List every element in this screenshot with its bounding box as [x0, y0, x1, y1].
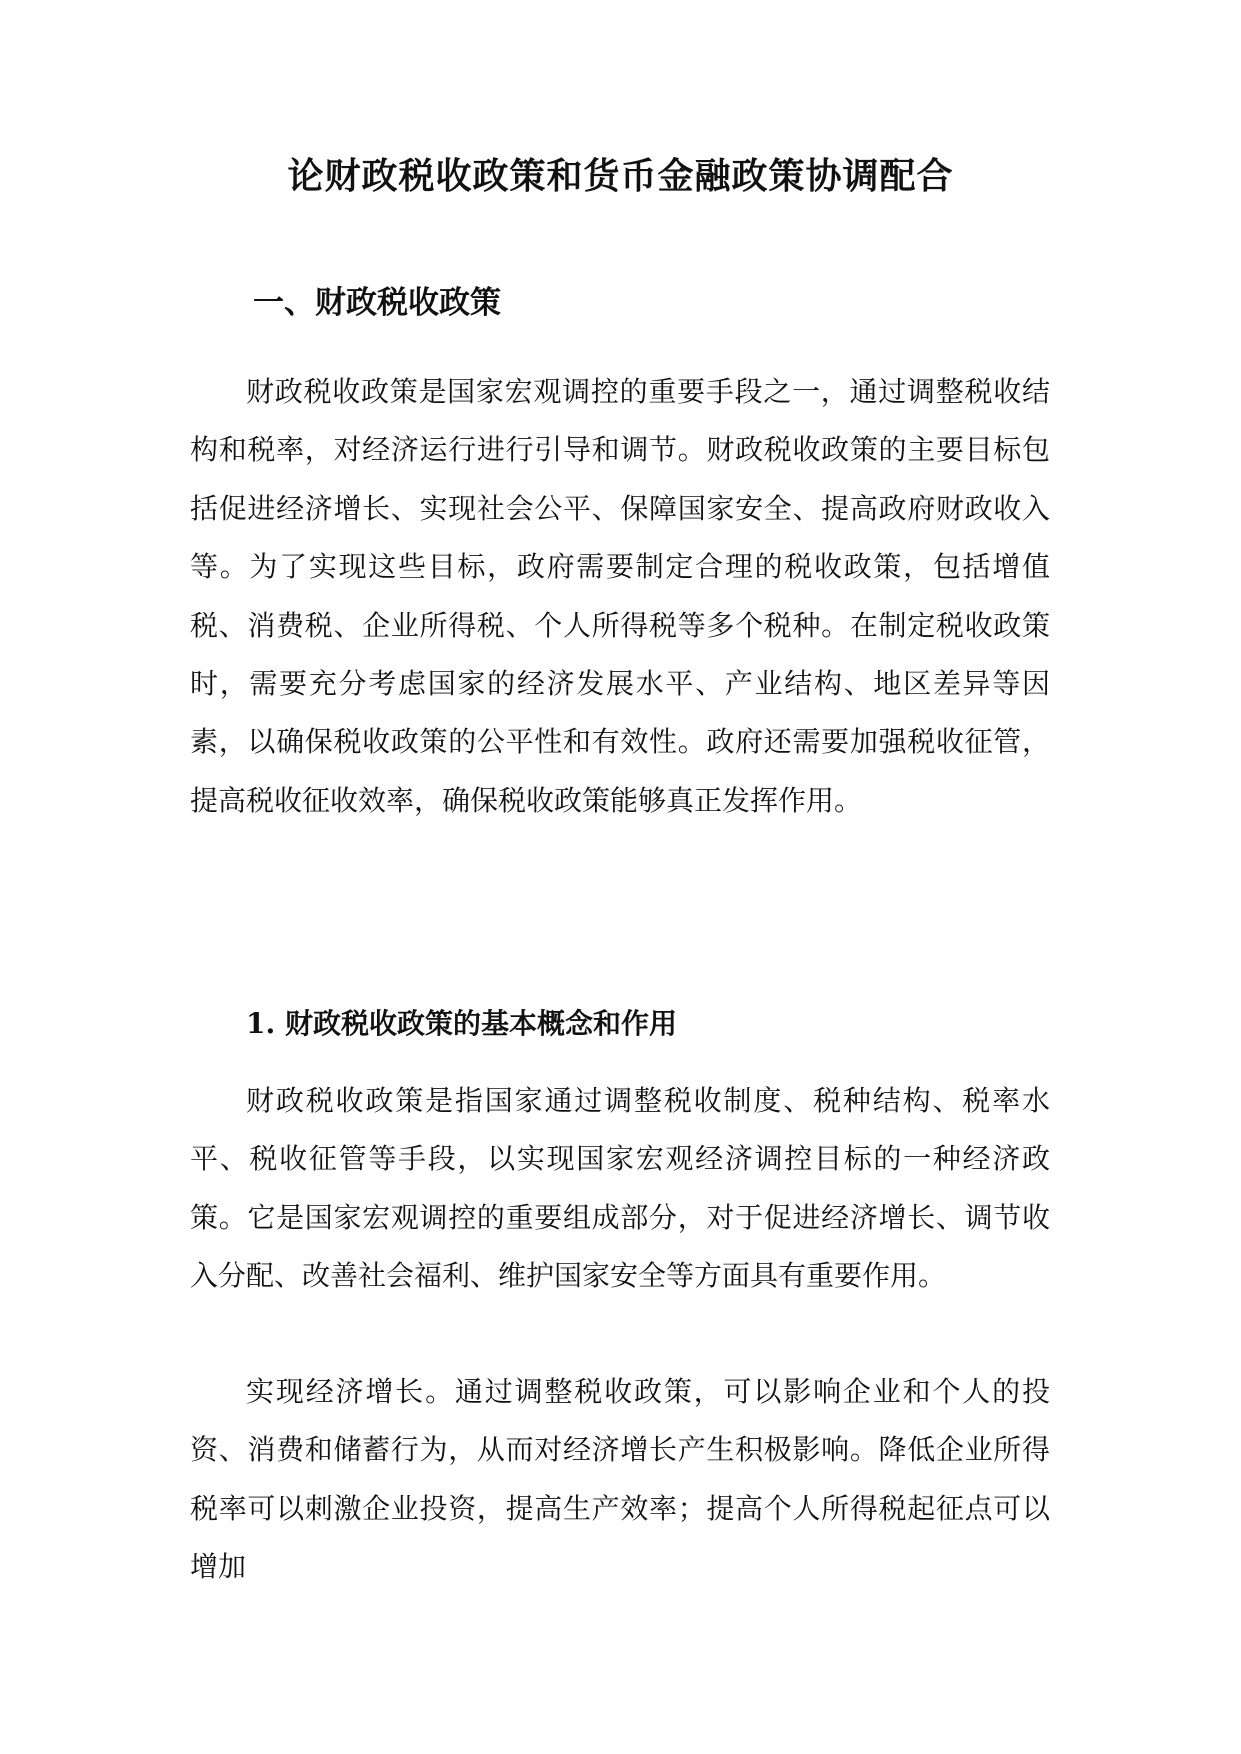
- subsection-heading-basic-concept: 1. 财政税收政策的基本概念和作用: [246, 1007, 677, 1040]
- section-paragraph: 财政税收政策是国家宏观调控的重要手段之一，通过调整税收结构和税率，对经济运行进行引导和调节。财政税收政策的主要目标包括促进经济增长、实现社会公平、保障国家安全、提高政府财政收入等。为了实现这些目标，政府需要制定合理的税收政策，包括增值税、消费税、企业所得税、个人所得税等多个税种。在制定税收政策时，需要充分考虑国家的经济发展水平、产业结构、地区差异等因素，以确保税收政策的公平性和有效性。政府还需要加强税收征管，提高税收征收效率，确保税收政策能够真正发挥作用。: [190, 375, 1050, 817]
- document-title: 论财政税收政策和货币金融政策协调配合: [287, 155, 954, 197]
- subsection-paragraph-2: 实现经济增长。通过调整税收政策，可以影响企业和个人的投资、消费和储蓄行为，从而对经济增长产生积极影响。降低企业所得税率可以刺激企业投资，提高生产效率；提高个人所得税起征点可以增加: [190, 1375, 1050, 1584]
- section-heading-fiscal-tax-policy: 一、财政税收政策: [253, 285, 501, 321]
- subsection-paragraph-1: 财政税收政策是指国家通过调整税收制度、税种结构、税率水平、税收征管等手段，以实现国家宏观经济调控目标的一种经济政策。它是国家宏观调控的重要组成部分，对于促进经济增长、调节收入分配、改善社会福利、维护国家安全等方面具有重要作用。: [190, 1084, 1050, 1293]
